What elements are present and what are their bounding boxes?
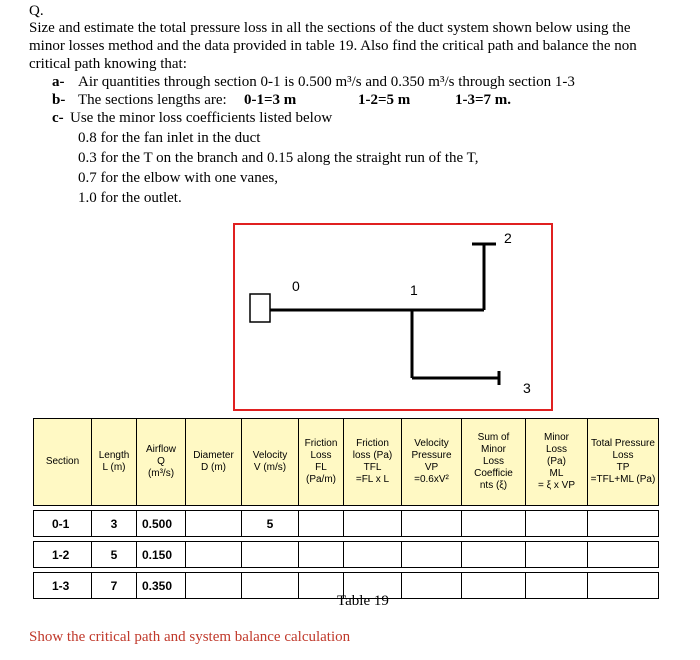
cell-velocity-pressure[interactable] — [402, 511, 462, 537]
header-length: Length L (m) — [92, 419, 137, 506]
cell-friction-rate[interactable] — [299, 542, 344, 568]
duct-diagram — [233, 223, 553, 411]
cell-sum-coefficients[interactable] — [462, 542, 526, 568]
cell-diameter[interactable] — [186, 542, 242, 568]
question-intro-line-1: Size and estimate the total pressure loss in all the sections of the duct system shown below using the — [29, 20, 631, 36]
cell-airflow: 0.350 — [137, 573, 186, 599]
item-a-text: Air quantities through section 0-1 is 0.500 m³/s and 0.350 m³/s through section 1-3 — [78, 74, 575, 90]
header-friction-loss-total: Friction loss (Pa) TFL =FL x L — [344, 419, 402, 506]
table-row — [34, 511, 659, 537]
header-airflow: Airflow Q (m³/s) — [137, 419, 186, 506]
cell-total-pressure[interactable] — [588, 511, 659, 537]
critical-path-instruction: Show the critical path and system balance calculation — [29, 629, 351, 645]
coefficient-tee: 0.3 for the T on the branch and 0.15 along the straight run of the T, — [78, 150, 479, 166]
table-row — [34, 542, 659, 568]
header-velocity: Velocity V (m/s) — [242, 419, 299, 506]
cell-length: 5 — [92, 542, 137, 568]
coefficient-elbow: 0.7 for the elbow with one vanes, — [78, 170, 278, 186]
cell-airflow: 0.500 — [137, 511, 186, 537]
item-c-marker: c- — [52, 110, 64, 126]
cell-diameter[interactable] — [186, 573, 242, 599]
cell-friction-total[interactable] — [344, 542, 402, 568]
item-b-marker: b- — [52, 92, 66, 108]
header-friction-loss-rate: Friction Loss FL (Pa/m) — [299, 419, 344, 506]
header-diameter: Diameter D (m) — [186, 419, 242, 506]
cell-sum-coefficients[interactable] — [462, 573, 526, 599]
item-b-length-1-3: 1-3=7 m. — [455, 92, 512, 108]
question-intro-line-3: critical path knowing that: — [29, 56, 187, 72]
cell-velocity[interactable]: 5 — [242, 511, 299, 537]
header-sum-minor-loss-coefficients: Sum of Minor Loss Coefficie nts (ξ) — [462, 419, 526, 506]
coefficient-fan-inlet: 0.8 for the fan inlet in the duct — [78, 130, 261, 146]
cell-minor-loss[interactable] — [526, 542, 588, 568]
table-19 — [33, 418, 659, 599]
cell-velocity-pressure[interactable] — [402, 573, 462, 599]
cell-airflow: 0.150 — [137, 542, 186, 568]
cell-velocity[interactable] — [242, 542, 299, 568]
duct-layout-drawing — [235, 225, 551, 409]
header-minor-loss: Minor Loss (Pa) ML = ξ x VP — [526, 419, 588, 506]
cell-minor-loss[interactable] — [526, 511, 588, 537]
cell-velocity[interactable] — [242, 573, 299, 599]
header-total-pressure-loss: Total Pressure Loss TP =TFL+ML (Pa) — [588, 419, 659, 506]
item-b-length-1-2: 1-2=5 m — [358, 92, 411, 108]
node-label-1: 1 — [410, 282, 418, 298]
cell-length: 7 — [92, 573, 137, 599]
cell-diameter[interactable] — [186, 511, 242, 537]
cell-friction-total[interactable] — [344, 511, 402, 537]
item-c-text: Use the minor loss coefficients listed below — [70, 110, 333, 126]
cell-total-pressure[interactable] — [588, 573, 659, 599]
coefficient-outlet: 1.0 for the outlet. — [78, 190, 182, 206]
fan-box — [250, 294, 270, 322]
node-label-0: 0 — [292, 278, 300, 294]
header-velocity-pressure: Velocity Pressure VP =0.6xV² — [402, 419, 462, 506]
header-section: Section — [34, 419, 92, 506]
item-a-marker: a- — [52, 74, 65, 90]
cell-length: 3 — [92, 511, 137, 537]
item-b-length-0-1: 0-1=3 m — [244, 92, 297, 108]
cell-sum-coefficients[interactable] — [462, 511, 526, 537]
cell-section: 0-1 — [34, 511, 92, 537]
node-label-3: 3 — [523, 380, 531, 396]
cell-velocity-pressure[interactable] — [402, 542, 462, 568]
cell-section: 1-3 — [34, 573, 92, 599]
question-intro-line-2: minor losses method and the data provided in table 19. Also find the critical path and balance the non — [29, 38, 637, 54]
item-b-text: The sections lengths are: — [78, 92, 227, 108]
cell-total-pressure[interactable] — [588, 542, 659, 568]
node-label-2: 2 — [504, 230, 512, 246]
question-label: Q. — [29, 3, 44, 19]
cell-minor-loss[interactable] — [526, 573, 588, 599]
cell-friction-rate[interactable] — [299, 511, 344, 537]
table-header-row — [34, 419, 659, 506]
cell-section: 1-2 — [34, 542, 92, 568]
table-caption: Table 19 — [337, 593, 389, 609]
